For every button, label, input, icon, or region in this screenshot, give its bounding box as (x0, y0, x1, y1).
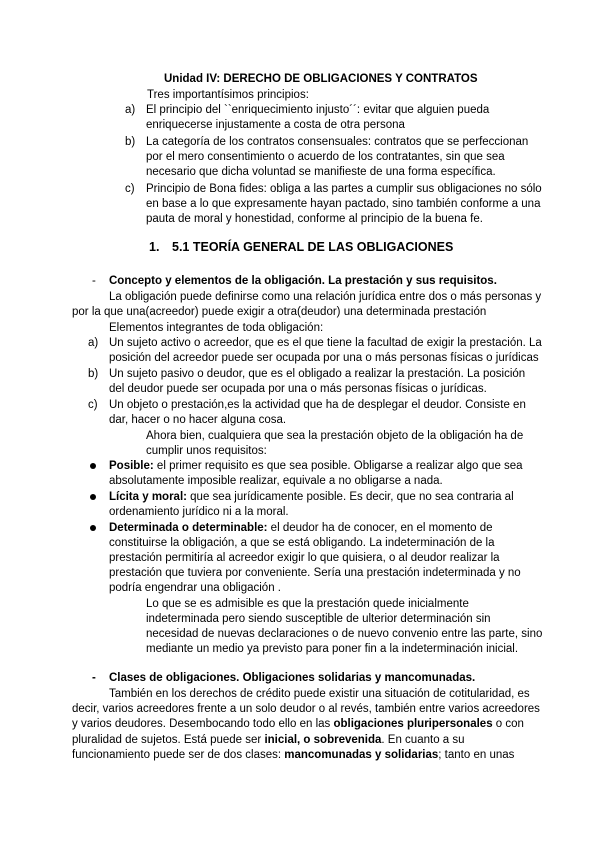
paragraph-line4-tail: . En cuanto a su (381, 734, 465, 746)
requirement-determined-text: el deudor ha de conocer, en el momento de (267, 522, 493, 534)
requirement-licit-term: Lícita y moral: (109, 491, 187, 503)
requirement-determined-line5: podría engendrar una obligación . (109, 582, 281, 594)
paragraph-line5-text: funcionamiento puede ser de dos clases: (72, 749, 285, 761)
bullet-icon (90, 463, 96, 469)
requirement-licit-line1 (109, 490, 514, 504)
principle-b-line1: La categoría de los contratos consensuales: contratos que se perfeccionan (146, 136, 529, 148)
term-pluripersonales: obligaciones pluripersonales (333, 718, 493, 730)
term-inicial: inicial, o sobrevenida (264, 734, 382, 746)
principle-c-line3: pauta de moral y honestidad, conforme al principio de la buena fe. (146, 213, 483, 225)
bullet-icon (90, 494, 96, 500)
paragraph-line4-text: pluralidad de sujetos. Está puede ser (72, 734, 265, 746)
paragraph-line4 (72, 733, 465, 747)
admissible-line2: indeterminada pero siendo susceptible de ulterior determinación sin (146, 613, 491, 625)
admissible-line4: mediante un medio ya previsto para poner fin a la indeterminación inicial. (146, 643, 519, 655)
element-c-line2: dar, hacer o no hacer alguna cosa. (109, 414, 287, 426)
requirement-determined-line2: constituirse la obligación, a que se está obligando. La indeterminación de la (109, 537, 495, 549)
requirement-determined-line4: prestación que tuviera por conveniente. Sería una prestación indeterminada y no (109, 567, 521, 579)
principle-c-line2: en base a lo que expresamente hayan pactado, sino también conforme a una (146, 198, 541, 210)
principles-intro: Tres importantísimos principios: (147, 89, 309, 101)
admissible-line1: Lo que se es admisible es que la prestación quede inicialmente (146, 598, 469, 610)
paragraph-line3-text: y varios deudores. Desembocando todo ello en las (72, 718, 334, 730)
subsection1-dash: - (92, 275, 96, 287)
principle-b-line2: por el mero consentimiento o acuerdo de los contratantes, sin que sea (146, 151, 505, 163)
elements-intro: Elementos integrantes de toda obligación: (109, 322, 324, 334)
paragraph-line5-tail: ; tanto en unas (438, 749, 515, 761)
element-a-marker: a) (88, 337, 99, 349)
subsection1-heading: Concepto y elementos de la obligación. La prestación y sus requisitos. (109, 275, 497, 287)
paragraph-line1: También en los derechos de crédito puede existir una situación de cotitularidad, es (109, 688, 530, 700)
requirement-licit-text: que sea jurídicamente posible. Es decir, que no sea contraria al (186, 491, 514, 503)
subsection2-heading: Clases de obligaciones. Obligaciones solidarias y mancomunadas. (109, 672, 476, 684)
requirement-licit-line2: ordenamiento jurídico ni a la moral. (109, 506, 289, 518)
principle-b-line3: necesario que dicha voluntad se manifieste de una forma específica. (146, 166, 496, 178)
requirement-possible-line1 (109, 459, 523, 473)
paragraph-line3-tail: o con (492, 718, 524, 730)
paragraph-line3 (72, 717, 524, 731)
definition-line1: La obligación puede definirse como una relación jurídica entre dos o más personas y (109, 291, 542, 303)
requirement-possible-text: el primer requisito es que sea posible. Obligarse a realizar algo que sea (153, 460, 523, 472)
definition-line2: por la que una(acreedor) puede exigir a otra(deudor) una determinada prestación (72, 306, 487, 318)
element-a-line1: Un sujeto activo o acreedor, que es el que tiene la facultad de exigir la prestación. La (109, 337, 542, 349)
element-b-line2: del deudor puede ser ocupada por una o más personas físicas o jurídicas. (109, 383, 487, 395)
requirement-determined-line3: prestación permitiría al acreedor exigir lo que quisiera, o al deudor realizar la (109, 552, 500, 564)
principle-c-marker: c) (125, 183, 135, 195)
subsection2-dash: - (92, 672, 96, 684)
element-a-line2: posición del acreedor puede ser ocupada por una o más personas físicas o jurídicas (109, 352, 539, 364)
requirement-possible-term: Posible: (109, 460, 154, 472)
term-clases: mancomunadas y solidarias (284, 749, 439, 761)
element-c-line1: Un objeto o prestación,es la actividad que ha de desplegar el deudor. Consiste en (109, 399, 526, 411)
requirement-determined-line1 (109, 521, 493, 535)
principle-c-line1: Principio de Bona fides: obliga a las partes a cumplir sus obligaciones no sólo (146, 183, 542, 195)
however-line1: Ahora bien, cualquiera que sea la prestación objeto de la obligación ha de (146, 430, 524, 442)
paragraph-line5 (72, 748, 514, 762)
principle-a-marker: a) (125, 104, 136, 116)
bullet-icon (90, 525, 96, 531)
principle-a-line1: El principio del ``enriquecimiento injusto´´: evitar que alguien pueda (146, 104, 490, 116)
however-line2: cumplir unos requisitos: (146, 445, 267, 457)
document-title: Unidad IV: DERECHO DE OBLIGACIONES Y CONTRATOS (164, 73, 478, 85)
requirement-determined-term: Determinada o determinable: (109, 522, 268, 534)
admissible-line3: necesidad de nuevas declaraciones o de nuevo convenio entre las parte, sino (146, 628, 543, 640)
section-heading: 5.1 TEORÍA GENERAL DE LAS OBLIGACIONES (172, 240, 454, 254)
element-b-marker: b) (88, 368, 99, 380)
paragraph-line2: decir, varios acreedores frente a un solo deudor o al revés, también entre varios acreedores (72, 703, 540, 715)
requirement-possible-line2: absolutamente imposible realizar, equivale a no obligarse a nada. (109, 475, 443, 487)
element-b-line1: Un sujeto pasivo o deudor, que es el obligado a realizar la prestación. La posición (109, 368, 526, 380)
element-c-marker: c) (88, 399, 98, 411)
section-number: 1. (149, 240, 160, 254)
principle-a-line2: enriquecerse injustamente a costa de otra persona (146, 119, 405, 131)
principle-b-marker: b) (125, 136, 136, 148)
